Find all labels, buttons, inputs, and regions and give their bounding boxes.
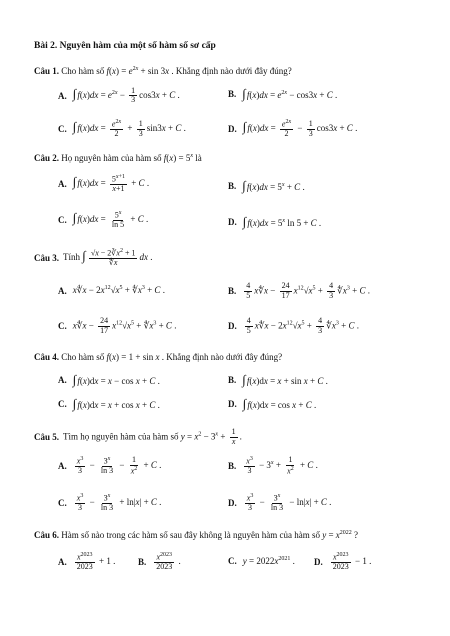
q4-option-a[interactable]: A. ∫f(x)dx = x − cos x + C .	[58, 372, 160, 387]
question-3-label: Câu 3.	[34, 253, 60, 264]
q3-option-b[interactable]: B. $\frac{4}{5}$ x∜x − $\frac{24}{17}$ $x^{12}√x^5$ + $\frac{4}{3}$ $∜x^3 + C$ .	[228, 281, 370, 300]
q3-option-a[interactable]: A. x∜x − $2x^{12}√x^5$ + $∜x^3 + C$ .	[58, 285, 165, 296]
question-4: Câu 4. Cho hàm số f(x) = 1 + sin x . Khẳng định nào dưới đây đúng?	[34, 352, 283, 362]
question-3: Câu 3. Tính ∫ $\frac{√x - 2∛x^2 + 1}{∜x}$ dx .	[34, 248, 153, 268]
question-5: Câu 5. Tìm họ nguyên hàm của hàm số $y = x^2 - 3^x$ + $\frac{1}{x}$ .	[34, 427, 242, 446]
question-2: Câu 2. Họ nguyên hàm của hàm số $f(x) = 5^x$ là	[34, 153, 202, 163]
q5-option-b[interactable]: B. $\frac{x^3}{3}$ − $3^x$ + $\frac{1}{x^2}$ + C .	[228, 455, 318, 476]
q1-option-c[interactable]: C. ∫f(x)dx = $\frac{e^{2x}}{2}$ + $\frac{1}{3}$ sin3x + C .	[58, 118, 186, 139]
q3-option-d[interactable]: D. $\frac{4}{5}$ x∜x − $2x^{12}√x^5$ + $\frac{4}{3}$ $∜x^3 + C$ .	[228, 316, 359, 335]
question-2-label: Câu 2.	[34, 153, 60, 163]
question-6-label: Câu 6.	[34, 530, 60, 540]
question-1-label: Câu 1.	[34, 66, 60, 76]
question-4-label: Câu 4.	[34, 352, 60, 362]
q5-option-c[interactable]: C. $\frac{x^3}{3}$ − $\frac{3^x}{\ln 3}$ + ln|x| + C .	[58, 493, 162, 513]
q4-option-d[interactable]: D. ∫f(x)dx = cos x + C .	[228, 396, 317, 411]
q1-option-a[interactable]: A. $\int f(x)dx = e^{2x}$ − $\frac{1}{3}$ cos3x + C .	[58, 85, 180, 105]
question-5-label: Câu 5.	[34, 432, 60, 443]
question-6: Câu 6. Hàm số nào trong các hàm số sau đây không là nguyên hàm của hàm số $y = x^{2022}$ ?	[34, 530, 359, 540]
q6-option-b[interactable]: B. $\frac{x^{2023}}{2023}$ .	[138, 552, 181, 572]
q3-option-c[interactable]: C. x∜x − $\frac{24}{17}$ $x^{12}√x^5$ + $∜x^3 + C$ .	[58, 316, 177, 335]
q1-option-b[interactable]: B. $\int f(x)dx = e^{2x} - \cos 3x + C$ .	[228, 86, 338, 101]
section-title: Bài 2. Nguyên hàm của một số hàm số sơ cấp	[34, 41, 216, 51]
q1-option-d[interactable]: D. ∫f(x)dx = $\frac{e^{2x}}{2}$ − $\frac{1}{3}$ cos3x + C .	[228, 118, 358, 139]
q2-option-d[interactable]: D. $\int f(x)dx = 5^x$ ln 5 + C .	[228, 214, 322, 229]
question-1: Câu 1. Cho hàm số $f(x) = e^{2x} + \sin 3x$ . Khẳng định nào dưới đây đúng?	[34, 66, 292, 76]
q5-option-d[interactable]: D. $\frac{x^3}{3}$ − $\frac{3^x}{\ln 3}$ − ln|x| + C .	[228, 493, 332, 513]
q5-option-a[interactable]: A. $\frac{x^3}{3}$ − $\frac{3^x}{\ln 3}$ − $\frac{1}{x^2}$ + C .	[58, 455, 162, 476]
q6-option-c[interactable]: C. $y = 2022x^{2021}$ .	[228, 556, 295, 566]
q4-option-b[interactable]: B. ∫f(x)dx = x + sin x + C .	[228, 372, 328, 387]
q2-option-b[interactable]: B. $\int f(x)dx = 5^x + C$ .	[228, 178, 305, 193]
q4-option-c[interactable]: C. ∫f(x)dx = x + cos x + C .	[58, 396, 160, 411]
q2-option-c[interactable]: C. ∫f(x)dx = $\frac{5^x}{\ln 5}$ + C .	[58, 210, 149, 230]
q6-option-d[interactable]: D. $\frac{x^{2023}}{2023}$ − 1 .	[314, 552, 372, 572]
q2-option-a[interactable]: A. ∫f(x)dx = $\frac{5^{x+1}}{x+1}$ + C .	[58, 174, 150, 194]
q6-option-a[interactable]: A. $\frac{x^{2023}}{2023}$ + 1 .	[58, 552, 116, 572]
